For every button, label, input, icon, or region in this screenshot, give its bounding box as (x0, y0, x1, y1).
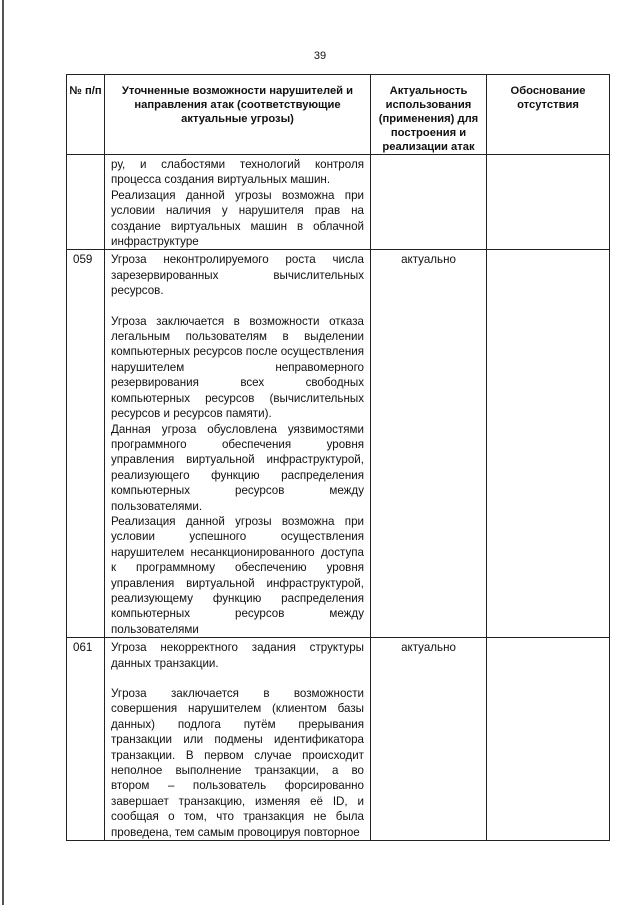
table-header-row (67, 75, 610, 155)
relevance-status: актуально (371, 638, 487, 841)
description-paragraph: Реализация данной угрозы возможна при условии наличия у нарушителя прав на создание виртуальных машин в облачной инфраструктуре (111, 188, 364, 249)
table-row (67, 155, 610, 250)
relevance-status: актуально (371, 250, 487, 638)
description-paragraph: Угроза заключается в возможности отказа легальным пользователям в выделении компьютерных ресурсов после осуществления нарушителем неправомерного резервирования всех свободных компьютерных ресурсов (вычислительных ресурсов и ресурсов памяти). (111, 314, 364, 421)
header-number: № п/п (67, 75, 105, 155)
description-paragraph: Угроза некорректного задания структуры данных транзакции. (111, 641, 364, 670)
threat-description (105, 250, 371, 638)
description-paragraph: Угроза неконтролируемого роста числа зарезервированных вычислительных ресурсов. (111, 253, 364, 298)
table-row (67, 250, 610, 638)
justification-cell (487, 638, 610, 841)
relevance-status (371, 155, 487, 250)
description-paragraph: Реализация данной угрозы возможна при условии успешного осуществления нарушителем несанкционированного доступа к программному обеспечению уровня управления виртуальной инфраструктурой, реализующему функцию распределения компьютерных ресурсов между пользователями (111, 514, 364, 636)
threat-description (105, 155, 371, 250)
row-number (67, 155, 105, 250)
threat-description (105, 638, 371, 841)
description-paragraph: ру, и слабостями технологий контроля процесса создания виртуальных машин. (111, 158, 364, 187)
header-justification: Обоснование отсутствия (487, 75, 610, 155)
header-relevance: Актуальность использования (применения) для построения и реализации атак (371, 75, 487, 155)
justification-cell (487, 250, 610, 638)
scan-margin-line (2, 0, 4, 905)
justification-cell (487, 155, 610, 250)
page-number: 39 (313, 50, 327, 62)
row-number: 061 (67, 638, 105, 841)
table-row (67, 638, 610, 841)
description-paragraph: Угроза заключается в возможности совершения нарушителем (клиентом базы данных) подлога путём прерывания транзакции или подмены идентификатора транзакции. В первом случае происходит неполное выполнение транзакции, а во втором – пользователь форсированно завершает транзакцию, изменяя её ID, и сообщая о том, что транзакция не была проведена, тем самым провоцируя повторное (111, 687, 364, 839)
paragraph-gap (111, 671, 364, 686)
row-number: 059 (67, 250, 105, 638)
threats-table (66, 74, 610, 841)
paragraph-gap (111, 299, 364, 314)
header-capabilities: Уточненные возможности нарушителей и направления атак (соответствующие актуальные угрозы) (105, 75, 371, 155)
description-paragraph: Данная угроза обусловлена уязвимостями программного обеспечения уровня управления виртуальной инфраструктурой, реализующего функцию распределения компьютерных ресурсов между пользователями. (111, 422, 364, 513)
